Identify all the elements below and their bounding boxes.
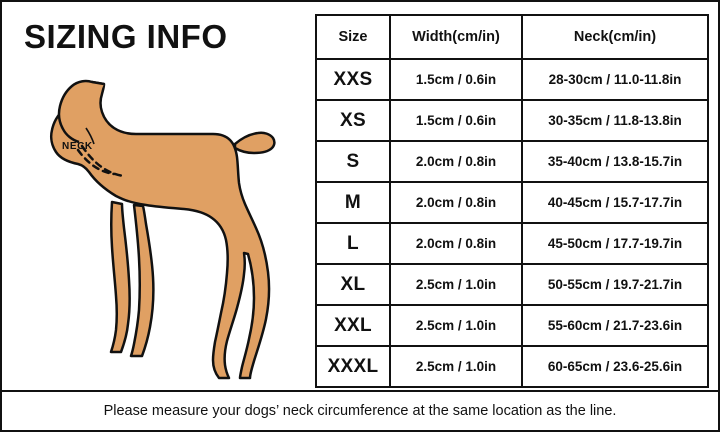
- table-row: [316, 100, 708, 141]
- cell-size: XS: [316, 100, 390, 141]
- cell-size: XXS: [316, 59, 390, 100]
- table-row: [316, 182, 708, 223]
- table-header-row: [316, 15, 708, 59]
- cell-neck: 60-65cm / 23.6-25.6in: [522, 346, 708, 387]
- illustration-panel: [2, 2, 308, 390]
- size-table: [315, 14, 709, 388]
- cell-neck: 55-60cm / 21.7-23.6in: [522, 305, 708, 346]
- cell-width: 1.5cm / 0.6in: [390, 100, 522, 141]
- cell-width: 2.0cm / 0.8in: [390, 223, 522, 264]
- table-row: [316, 305, 708, 346]
- table-row: [316, 59, 708, 100]
- cell-neck: 40-45cm / 15.7-17.7in: [522, 182, 708, 223]
- dog-illustration: [16, 72, 306, 382]
- column-header-width: Width(cm/in): [390, 15, 522, 59]
- size-table-container: [315, 14, 707, 388]
- cell-width: 1.5cm / 0.6in: [390, 59, 522, 100]
- neck-label: NECK: [62, 141, 93, 152]
- table-row: [316, 141, 708, 182]
- cell-size: XL: [316, 264, 390, 305]
- cell-size: L: [316, 223, 390, 264]
- page-title: SIZING INFO: [24, 18, 228, 55]
- cell-width: 2.5cm / 1.0in: [390, 264, 522, 305]
- cell-neck: 35-40cm / 13.8-15.7in: [522, 141, 708, 182]
- table-row: [316, 223, 708, 264]
- cell-neck: 28-30cm / 11.0-11.8in: [522, 59, 708, 100]
- footer-divider: [2, 390, 718, 392]
- column-header-size: Size: [316, 15, 390, 59]
- cell-size: S: [316, 141, 390, 182]
- cell-neck: 30-35cm / 11.8-13.8in: [522, 100, 708, 141]
- cell-size: XXXL: [316, 346, 390, 387]
- dog-silhouette-svg: [16, 72, 306, 382]
- cell-width: 2.0cm / 0.8in: [390, 141, 522, 182]
- table-row: [316, 346, 708, 387]
- cell-width: 2.5cm / 1.0in: [390, 305, 522, 346]
- cell-width: 2.5cm / 1.0in: [390, 346, 522, 387]
- cell-size: XXL: [316, 305, 390, 346]
- cell-size: M: [316, 182, 390, 223]
- column-header-neck: Neck(cm/in): [522, 15, 708, 59]
- footer-note: Please measure your dogs’ neck circumference at the same location as the line.: [103, 403, 617, 419]
- cell-neck: 50-55cm / 19.7-21.7in: [522, 264, 708, 305]
- cell-width: 2.0cm / 0.8in: [390, 182, 522, 223]
- cell-neck: 45-50cm / 17.7-19.7in: [522, 223, 708, 264]
- table-row: [316, 264, 708, 305]
